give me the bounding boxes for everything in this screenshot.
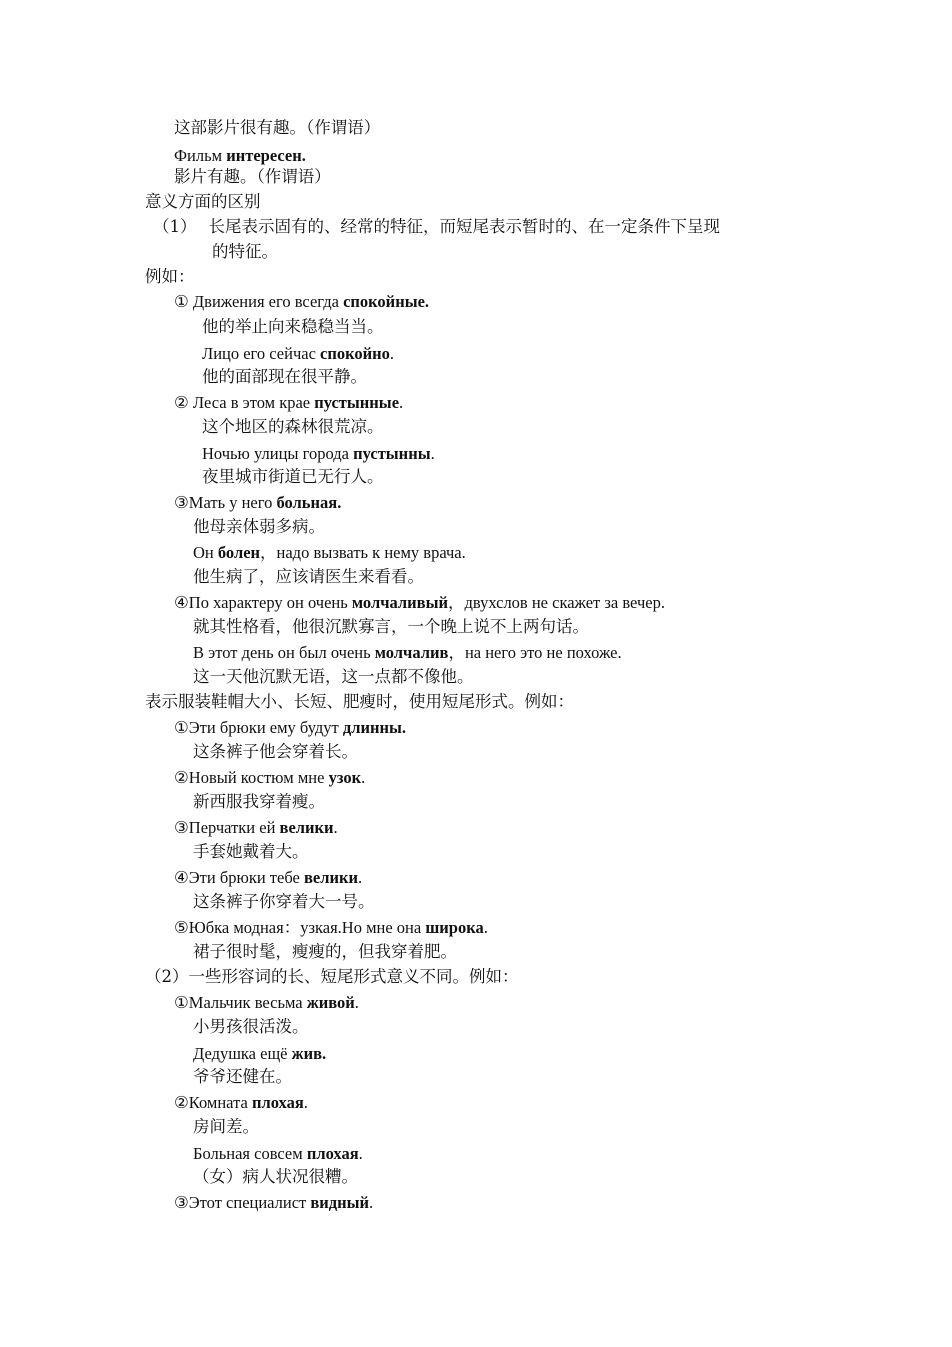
text: ③Этот специалист [174, 1193, 311, 1212]
text: . [389, 344, 395, 363]
highlight-word: пустынные [314, 393, 400, 412]
highlight-word: спокойно [320, 344, 390, 363]
text: В этот день он был очень [193, 643, 375, 662]
example-sentence [193, 1044, 326, 1064]
highlight-word: плохая [251, 1093, 304, 1112]
example-translation [193, 617, 589, 637]
example-label [145, 267, 195, 287]
text: 意义方面的区别 [145, 192, 261, 211]
example-sentence [174, 593, 665, 613]
text: 影片有趣。（作谓语） [174, 167, 331, 186]
text: 房间差。 [193, 1117, 259, 1136]
section-heading [145, 692, 574, 712]
point-number: （1） [153, 217, 197, 236]
example-translation [193, 667, 474, 687]
text: ，двухслов не скажет за вечер. [447, 593, 665, 612]
text: . [333, 818, 338, 837]
example-sentence [174, 718, 406, 738]
text: 夜里城市街道已无行人。 [202, 467, 384, 486]
text: 这个地区的森林很荒凉。 [202, 417, 384, 436]
text: . [430, 444, 435, 463]
highlight-word: молчалив [374, 643, 449, 662]
text: 他母亲体弱多病。 [193, 517, 325, 536]
example-translation [193, 1067, 292, 1087]
text: 表示服装鞋帽大小、长短、肥瘦时，使用短尾形式。例如： [145, 692, 574, 711]
text: ③Мать у него [174, 493, 277, 512]
highlight-word: молчаливый [351, 593, 448, 612]
example-sentence [174, 768, 365, 788]
text: 长尾表示固有的、经常的特征，而短尾表示暂时的、在一定条件下呈现 [208, 217, 720, 236]
text: . [369, 1193, 374, 1212]
text: . [358, 1144, 363, 1163]
text: . [483, 918, 488, 937]
text: ④По характеру он очень [174, 593, 352, 612]
example-sentence [174, 146, 306, 166]
text: ② Леса в этом крае [174, 393, 315, 412]
text: Лицо его сейчас [202, 344, 321, 363]
text: 小男孩很活泼。 [193, 1017, 309, 1036]
highlight-word: узок [328, 768, 362, 787]
example-sentence [202, 344, 394, 364]
text: Фильм [174, 146, 227, 165]
example-translation [193, 942, 457, 962]
highlight-word: видный [310, 1193, 370, 1212]
example-translation [174, 118, 380, 138]
example-sentence [174, 993, 359, 1013]
text: 裙子很时髦，瘦瘦的，但我穿着肥。 [193, 942, 457, 961]
highlight-word: пустынны [353, 444, 431, 463]
text: ① Движения его всегда [174, 292, 344, 311]
example-translation [174, 167, 331, 187]
text: ⑤Юбка модная：узкая.Но мне она [174, 918, 426, 937]
text: （2）一些形容词的长、短尾形式意义不同。例如： [145, 967, 519, 986]
text: ②Комната [174, 1093, 252, 1112]
text: ②Новый костюм мне [174, 768, 329, 787]
highlight-word: велики [279, 818, 334, 837]
text: . [361, 768, 366, 787]
example-sentence [174, 868, 362, 888]
text: 例如： [145, 267, 195, 286]
highlight-word: интересен. [226, 146, 306, 165]
example-sentence [202, 444, 435, 464]
example-sentence [174, 493, 341, 513]
text: Дедушка ещё [193, 1044, 292, 1063]
example-sentence [193, 543, 466, 563]
text: （女）病人状况很糟。 [193, 1167, 358, 1186]
example-translation [193, 892, 375, 912]
text: ①Эти брюки ему будут [174, 718, 343, 737]
highlight-word: спокойные. [343, 292, 430, 311]
example-sentence [174, 393, 403, 413]
highlight-word: широка [425, 918, 484, 937]
text: Ночью улицы города [202, 444, 354, 463]
section-heading [145, 192, 261, 212]
example-sentence [174, 292, 429, 312]
section-heading [145, 967, 519, 987]
highlight-word: велики [303, 868, 358, 887]
example-sentence [193, 1144, 363, 1164]
text: 这部影片很有趣。（作谓语） [174, 118, 381, 137]
text: 的特征。 [212, 242, 278, 261]
text: 爷爷还健在。 [193, 1067, 292, 1086]
text: 这条裤子你穿着大一号。 [193, 892, 375, 911]
numbered-point [153, 217, 720, 237]
highlight-word: длинны. [342, 718, 407, 737]
example-translation [193, 792, 325, 812]
highlight-word: жив. [291, 1044, 327, 1063]
example-translation [193, 517, 325, 537]
text: ④Эти брюки тебе [174, 868, 304, 887]
text: 就其性格看，他很沉默寡言，一个晚上说不上两句话。 [193, 617, 589, 636]
text: . [399, 393, 404, 412]
text: . [303, 1093, 308, 1112]
text: ，на него это не похоже. [448, 643, 622, 662]
text: 手套她戴着大。 [193, 842, 309, 861]
text: 他生病了，应该请医生来看看。 [193, 567, 424, 586]
example-sentence [174, 818, 338, 838]
highlight-word: живой [306, 993, 355, 1012]
example-sentence [174, 1193, 373, 1213]
example-sentence [193, 643, 622, 663]
text: 他的举止向来稳稳当当。 [202, 317, 384, 336]
example-translation [193, 1117, 259, 1137]
example-translation [193, 1167, 358, 1187]
example-translation [202, 317, 384, 337]
example-translation [193, 842, 309, 862]
example-translation [202, 467, 384, 487]
text: ，надо вызвать к нему врача. [260, 543, 466, 562]
example-translation [193, 567, 424, 587]
example-translation [202, 417, 384, 437]
example-translation [193, 742, 358, 762]
text: 这条裤子他会穿着长。 [193, 742, 358, 761]
text: Больная совсем [193, 1144, 307, 1163]
text: . [354, 993, 359, 1012]
text: 他的面部现在很平静。 [202, 367, 367, 386]
example-translation [193, 1017, 309, 1037]
example-sentence [174, 918, 488, 938]
text: Он [193, 543, 218, 562]
text: ①Мальчик весьма [174, 993, 307, 1012]
text: . [357, 868, 363, 887]
example-sentence [174, 1093, 308, 1113]
text: ③Перчатки ей [174, 818, 280, 837]
text: 这一天他沉默无语，这一点都不像他。 [193, 667, 474, 686]
example-translation [202, 367, 367, 387]
highlight-word: больная. [276, 493, 342, 512]
paragraph-continuation [212, 242, 278, 262]
highlight-word: болен [217, 543, 261, 562]
text: 新西服我穿着瘦。 [193, 792, 325, 811]
highlight-word: плохая [306, 1144, 359, 1163]
